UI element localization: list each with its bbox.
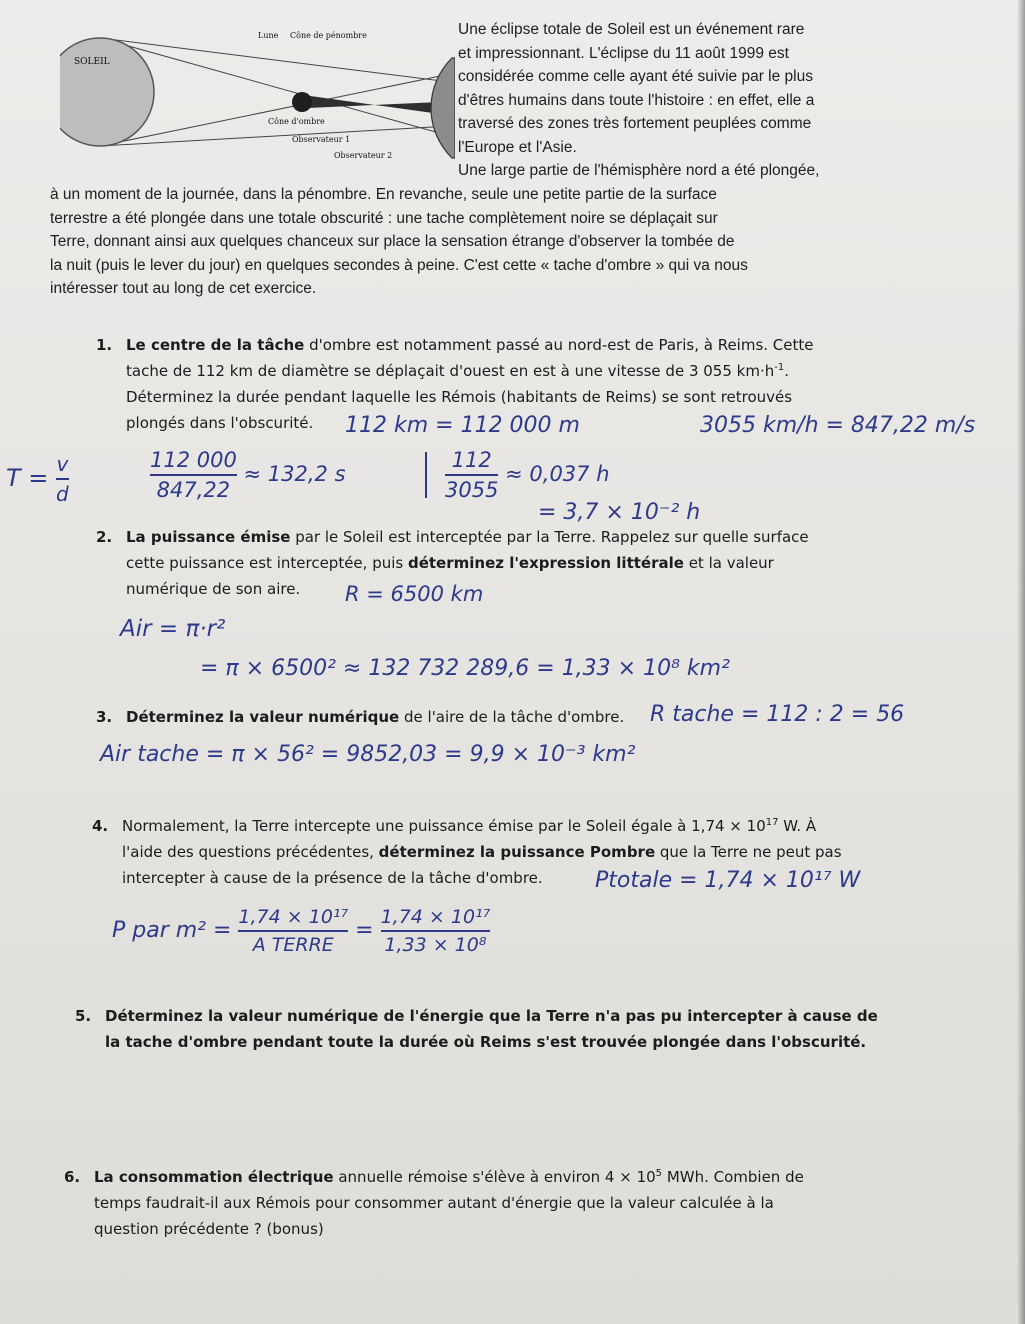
question-2 — [96, 524, 886, 602]
umbra-cone — [296, 94, 440, 114]
hand-q1-conversion: 112 km = 112 000 m — [345, 413, 580, 438]
intro-line: d'êtres humains dans toute l'histoire : en effet, elle a — [458, 91, 815, 109]
q2-text: par le Soleil est interceptée par la Terre. Rappelez sur quelle surface — [290, 528, 809, 546]
intro-right-block — [458, 18, 898, 183]
hand-frac-num: 1,74 × 10¹⁷ — [238, 906, 349, 928]
intro-line: terrestre a été plongée dans une totale obscurité : une tache complètement noire se déplaçait sur — [50, 209, 718, 227]
intro-line: Terre, donnant ainsi aux quelques chanceux sur place la sensation étrange d'observer la tombée de — [50, 233, 735, 250]
q5-bold: Déterminez — [105, 1007, 208, 1025]
observer2-label: Observateur 2 — [334, 151, 393, 160]
intro-line: et impressionnant. L'éclipse du 11 août 1999 est — [458, 44, 789, 62]
q1-sup: -1 — [774, 362, 785, 373]
q6-text: annuelle rémoise s'élève à environ 4 × 10 — [333, 1168, 656, 1186]
q1-bold: Le centre de la tâche — [126, 336, 305, 354]
q4-sup: 17 — [765, 817, 779, 828]
q2-text: cette puissance est interceptée, puis — [126, 554, 408, 572]
q4-text: intercepter à cause de la présence de la tâche d'ombre. — [122, 869, 543, 887]
q3-bold: Déterminez la valeur numérique — [126, 708, 400, 726]
q4-text: l'aide des questions précédentes, — [122, 843, 379, 861]
sun-circle — [60, 38, 154, 146]
intro-line: la nuit (puis le lever du jour) en quelques secondes à peine. C'est cette « tache d'ombre » qui va nous — [50, 256, 748, 274]
hand-frac-den: d — [56, 482, 69, 506]
hand-frac-den: 3055 — [445, 478, 499, 502]
question-number: 2. — [96, 528, 113, 546]
q1-text: plongés dans l'obscurité. — [126, 414, 314, 432]
hand-q1-calc2 — [445, 448, 610, 502]
hand-q3-radius: R tache = 112 : 2 = 56 — [650, 702, 905, 727]
hand-q3-calc: Air tache = π × 56² = 9852,03 = 9,9 × 10⁻³ km² — [100, 742, 636, 767]
hand-q1-result: = 3,7 × 10⁻² h — [538, 500, 701, 525]
q1-text: d'ombre est notamment passé au nord-est de Paris, à Reims. Cette — [304, 336, 814, 354]
hand-frac-num: v — [56, 452, 69, 476]
q6-sup: 5 — [655, 1168, 663, 1179]
hand-formula-lhs: P par m² = — [112, 918, 232, 943]
question-number: 5. — [75, 1007, 92, 1025]
intro-line: l'Europe et l'Asie. — [458, 138, 577, 156]
moon-circle — [292, 92, 312, 112]
q6-text: temps faudrait-il aux Rémois pour consommer autant d'énergie que la valeur calculée à la — [94, 1194, 774, 1212]
hand-frac-den: A TERRE — [252, 934, 334, 956]
hand-frac-den: 847,22 — [156, 478, 231, 502]
hand-frac-num: 1,74 × 10¹⁷ — [380, 906, 491, 928]
sun-label: SOLEIL — [74, 57, 110, 67]
hand-q4-calc: P par m² = $\frac{\text{1,74 × 10¹⁷}}{\text{A TERRE}}$ = $\frac{\text{1,74 × 10¹⁷}}{\text{1,33 × 10⁸}}$ — [112, 906, 491, 956]
observer1-label: Observateur 1 — [292, 135, 351, 144]
hand-q2-calc: = π × 6500² ≈ 132 732 289,6 = 1,33 × 10⁸ km² — [200, 656, 730, 681]
intro-line: considérée comme celle ayant été suivie par le plus — [458, 68, 813, 85]
q2-text: et la valeur — [683, 554, 774, 572]
intro-line: intéresser tout au long de cet exercice. — [50, 280, 317, 297]
q4-text: Normalement, la Terre intercepte une puissance émise par le Soleil égale à 1,74 × 10 — [122, 817, 766, 835]
q1-text: tache de 112 km de diamètre se déplaçait d'ouest en est à une vitesse de 3 055 km·h — [126, 362, 775, 380]
q3-text: de l'aire de la tâche d'ombre. — [399, 708, 625, 726]
hand-q4-ptotal: Ptotale = 1,74 × 10¹⁷ W — [595, 868, 861, 893]
intro-line: traversé des zones très fortement peuplées comme — [458, 115, 812, 132]
hand-result: ≈ 0,037 h — [505, 462, 610, 486]
page-edge-shadow — [1017, 0, 1025, 1324]
hand-q2-formula: Air = π·r² — [120, 616, 226, 642]
q6-bold: La consommation électrique — [94, 1168, 334, 1186]
eclipse-diagram — [60, 18, 455, 168]
hand-frac-den: 1,33 × 10⁸ — [384, 934, 487, 956]
q5-bold: la valeur numérique de l'énergie — [207, 1007, 484, 1025]
intro-full-block — [50, 183, 900, 301]
hand-frac-num: 112 000 — [150, 448, 237, 472]
hand-q2-radius: R = 6500 km — [345, 582, 484, 606]
umbra-label: Cône d'ombre — [268, 117, 325, 126]
penumbra-label: Cône de pénombre — [290, 31, 367, 40]
q2-bold: La puissance émise — [126, 528, 291, 546]
question-number: 1. — [96, 336, 113, 354]
question-number: 3. — [96, 708, 113, 726]
q1-text: . — [784, 362, 789, 380]
question-3 — [96, 704, 696, 730]
q2-text: numérique de son aire. — [126, 580, 301, 598]
hand-result: ≈ 132,2 s — [243, 462, 346, 486]
q2-bold: déterminez l'expression littérale — [407, 554, 684, 572]
q6-text: MWh. Combien de — [662, 1168, 804, 1186]
hand-separator — [425, 452, 427, 498]
q4-bold: déterminez la puissance Pombre — [378, 843, 656, 861]
question-5 — [75, 1003, 895, 1055]
q5-bold: que la Terre n'a pas pu intercepter à cause de — [483, 1007, 878, 1025]
question-6 — [64, 1164, 904, 1242]
q4-text: W. À — [778, 817, 817, 835]
q4-text: que la Terre ne peut pas — [655, 843, 842, 861]
hand-q1-formula — [6, 452, 69, 506]
earth-arc — [431, 58, 455, 158]
question-number: 6. — [64, 1168, 81, 1186]
q6-text: question précédente ? (bonus) — [94, 1220, 324, 1238]
intro-line: Une éclipse totale de Soleil est un événement rare — [458, 21, 805, 38]
hand-q1-speed: 3055 km/h = 847,22 m/s — [700, 413, 976, 438]
q5-text: la tache d'ombre pendant toute la durée où Reims s'est trouvée plongée dans l'obscurité. — [105, 1033, 867, 1051]
hand-frac-num: 112 — [451, 448, 492, 472]
hand-formula-lhs: T = — [6, 464, 49, 492]
intro-line: Une large partie de l'hémisphère nord a été plongée, — [458, 162, 820, 179]
question-number: 4. — [92, 817, 109, 835]
moon-label: Lune — [258, 31, 279, 40]
q1-text: Déterminez la durée pendant laquelle les Rémois (habitants de Reims) se sont retrouvés — [126, 388, 793, 406]
hand-q1-calc1 — [150, 448, 346, 502]
intro-line: à un moment de la journée, dans la pénombre. En revanche, seule une petite partie de la surface — [50, 186, 717, 203]
